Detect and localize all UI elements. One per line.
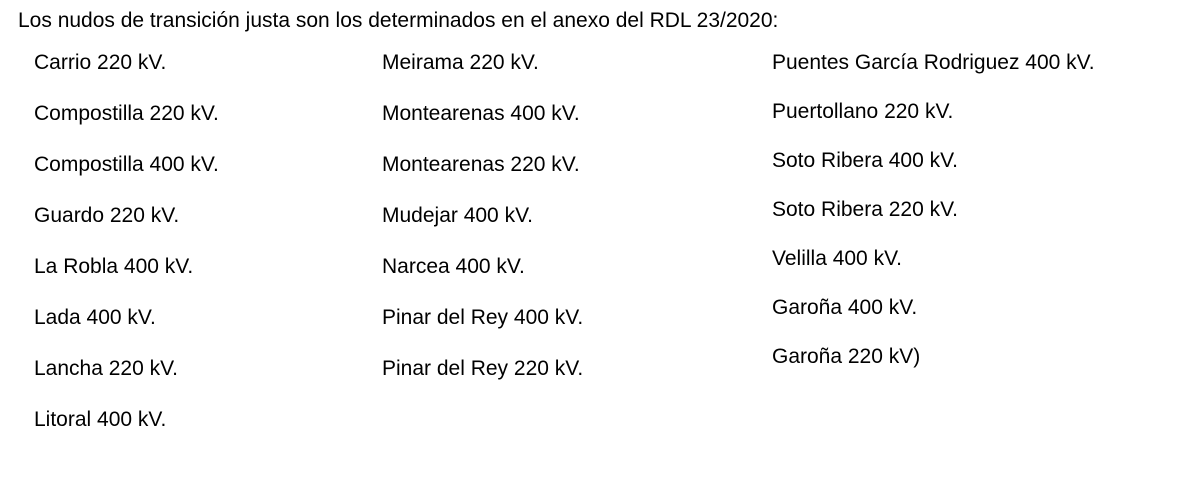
list-item: Soto Ribera 220 kV.	[772, 198, 959, 221]
list-item: Pinar del Rey 400 kV.	[382, 306, 584, 329]
list-item: Montearenas 400 kV.	[382, 102, 580, 125]
node-list-column-1	[34, 48, 382, 456]
list-item: Lancha 220 kV.	[34, 357, 179, 380]
list-item: Meirama 220 kV.	[382, 51, 539, 74]
intro-paragraph: Los nudos de transición justa son los determinados en el anexo del RDL 23/2020:	[18, 9, 779, 32]
list-item: Mudejar 400 kV.	[382, 204, 533, 227]
list-item: Carrio 220 kV.	[34, 51, 167, 74]
list-item: Lada 400 kV.	[34, 306, 156, 329]
list-item: Compostilla 220 kV.	[34, 102, 219, 125]
list-item: Velilla 400 kV.	[772, 247, 902, 270]
list-item: Compostilla 400 kV.	[34, 153, 219, 176]
list-item: Puentes García Rodriguez 400 kV.	[772, 51, 1095, 74]
list-item: Pinar del Rey 220 kV.	[382, 357, 584, 380]
node-list-columns	[18, 48, 1174, 456]
list-item: Litoral 400 kV.	[34, 408, 167, 431]
node-list-column-2	[382, 48, 772, 405]
list-item: La Robla 400 kV.	[34, 255, 194, 278]
list-item: Soto Ribera 400 kV.	[772, 149, 959, 172]
list-item: Puertollano 220 kV.	[772, 100, 954, 123]
node-list-column-3	[772, 48, 1172, 391]
list-item: Montearenas 220 kV.	[382, 153, 580, 176]
list-item: Narcea 400 kV.	[382, 255, 525, 278]
list-item: Garoña 220 kV)	[772, 345, 921, 368]
list-item: Guardo 220 kV.	[34, 204, 180, 227]
list-item: Garoña 400 kV.	[772, 296, 918, 319]
